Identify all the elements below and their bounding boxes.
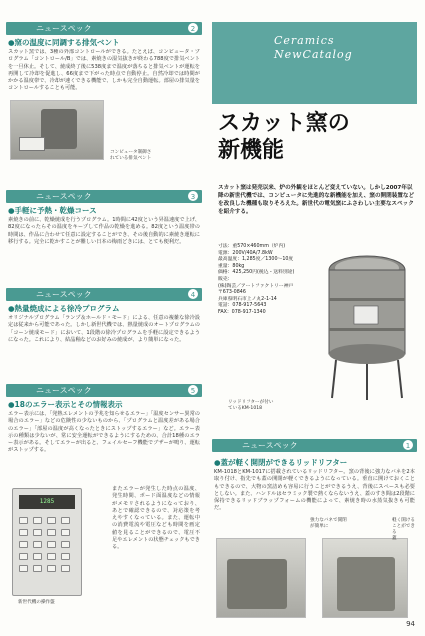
section-band — [6, 288, 202, 301]
section-3 — [6, 190, 202, 246]
section-body: エラー表示には、「発熱エレメントの予兆を知らせるエラー」「温度センサー異常の場合のエラー」などの危険性の少ないものから、「プログラムと温度差がある場合のエラー」「部屋の温度が高くなったときにストップするエラー」など。エラー表示の種類は少ないが、常に安全運転ができるようにするための、合計18種のエラー表示がある。そしてエラーが出ると、フェイルセーフ機能でブザーが鳴り、運転がストップする。 — [8, 411, 200, 454]
section-body: KM-1018とKM-1017に搭載されているリッドリフター。窯の背後に強力なバネを2本取り付け、指先でも蓋の開閉が軽くできるようになっている。垂直に開けておくこともできるので、大物の窯詰めも容易に行うことができるうえ、背後にスペースも必要としない。また、ハンドルはセラミック製で熱くならないうえ、蓋のすき間は2段階に保持できるリッドブラップフォームの機能によって、素焼き時の水蒸気抜きも可能だ。 — [214, 469, 415, 512]
lead-text: スカット窯は発売以来、炉の外観をほとんど変えていない。しかし2007年以降の新世代機では、コンピュータに先進的な新機能を加え、窯の開閉装置などを改良した機種も取りそろえた。新世代の電気窯にふさわしい主要なスペックを紹介する。 — [218, 185, 415, 215]
section-number: 3 — [187, 190, 199, 202]
section-number: 5 — [187, 384, 199, 396]
section-heading: ●熱量焼成による徐冷プログラム — [8, 304, 120, 313]
section-body: スカット窯では、3種の外部コントロールができる。たとえば、コンピュータ・プログラム「コントロール/B」では、素焼きの湿気抜きが終わる788度で排気ベントを一旦休止。そして、焼成終了後に538度まで温度が落ちると排気ベントが運転を再開して冷却を促進し、66度まで下がった時点で自動停止。自然冷却では時間がかかる温度帯で、冷却が速くできる機能で、しかも完全自動運転。部屋の排気量をコントロールすることも可能。 — [8, 49, 200, 92]
band-label: ニュースペック — [36, 386, 92, 395]
keypad-caption: 新世代機の操作盤 — [18, 600, 55, 605]
section-number: 2 — [187, 22, 199, 34]
section-band — [212, 439, 417, 452]
section-2 — [6, 22, 202, 161]
lid-caption-2: 軽く開けることができる 蓋 — [392, 518, 415, 541]
kiln-illustration — [324, 248, 410, 408]
section-1 — [212, 439, 417, 452]
panel-display: 1285 — [19, 495, 75, 509]
section-heading: ●手軽に予熱・乾燥コース — [8, 206, 97, 215]
exhaust-vent-photo — [10, 100, 104, 160]
lid-caption-1: 強力なバネで開閉 が簡単に — [310, 518, 347, 529]
section-4 — [6, 288, 202, 344]
section-body-side: またエラーが発生した時点の温度、発生時間、ボード面温度などの情報がメモリされるようになっており、あとで確認できるので、対応策を考えやすくなっている。また、運転中の消費電流や電圧なども時間を画定値を見ることができるので、電圧不足やエレメントの状態チェックもできる。 — [112, 486, 200, 551]
band-label: ニュースペック — [36, 192, 92, 201]
section-band — [6, 384, 202, 397]
section-number: 1 — [402, 439, 414, 451]
band-label: ニュースペック — [36, 290, 92, 299]
vent-caption: コンピュータ制御さ れている排気ベント — [110, 150, 152, 161]
kiln-caption: リッドリフターが付い ているKM-1018 — [228, 400, 274, 411]
section-body: オリジナルプログラム「ランプ＆ホールド・モード」による、任意の複雑な徐冷設定は従来から可能であった。しかし新世代機では、熱量焼成のオートプログラムの「コーン焼成モード」において、1段階の徐冷プログラムを手軽に設定できるようになった。これにより、結晶釉などのお好みの焼成が、より簡単になった。 — [8, 315, 200, 343]
control-panel-illustration — [12, 488, 82, 596]
page-number: 94 — [406, 620, 415, 628]
band-label: ニュースペック — [242, 441, 298, 450]
section-heading: ●窯の温度に同調する排気ベント — [8, 38, 120, 47]
band-label: ニュースペック — [36, 24, 92, 33]
page-headline: スカット窯の 新機能 — [218, 111, 350, 163]
lid-lifter-photo-1 — [216, 538, 306, 618]
section-number: 4 — [187, 288, 199, 300]
spec-list: 寸法：重570×460mm（炉内) 電源：200V/40A/7.8kW 最高温度：1,285度／1300～10度 重量：80kg 価格：425,250円(税込・送料別途) 販売： (株)陶芸／アートファクトリー神戸 〒673-0846 兵庫県明石市上ノ丸2-1-14 電話：078-917-5643 FAX：078-917-1340 — [218, 244, 295, 315]
section-1-content — [212, 455, 417, 513]
badge-title: Ceramics NewCatalog — [274, 34, 353, 61]
lid-lifter-photo-2 — [322, 538, 408, 618]
section-band — [6, 22, 202, 35]
section-body: 素焼きの前に、乾燥焼成を行うプログラム。1時間に42度という昇温速度で上げ、82度になったらその温度をキープして作品の乾燥を進める。82度という温度帯の時間は、作品に合わせて任意に設定することができ、その後自動的に素焼き運転に移行する。完全に乾かすことが難しい日本の梅雨どきには、とても便利だ。 — [8, 217, 200, 245]
catalog-badge — [212, 22, 417, 104]
section-band — [6, 190, 202, 203]
section-heading: ●18のエラー表示とその情報表示 — [8, 400, 123, 409]
section-heading: ●蓋が軽く開閉ができるリッドリフター — [214, 458, 348, 467]
